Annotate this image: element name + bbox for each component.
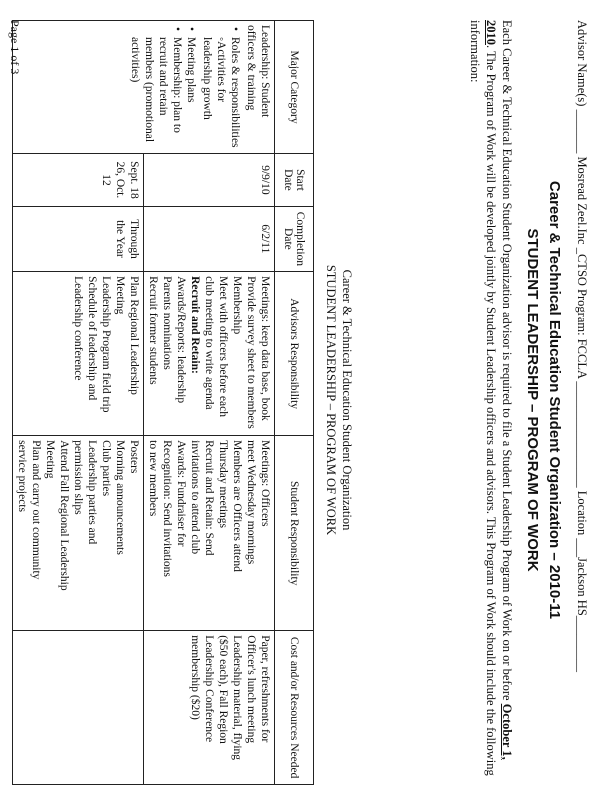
advisor-line: Recruit former students <box>147 276 159 385</box>
advisor-line: Schedule of leadership and <box>86 276 98 401</box>
student-line: Plan and carry out community <box>30 440 42 580</box>
category-cell <box>13 21 275 154</box>
program-title: STUDENT LEADERSHIP – PROGRAM OF WORK <box>524 228 541 572</box>
advisor-line: Membership <box>231 276 243 335</box>
advisor-line: club meeting to write agenda <box>203 276 215 410</box>
category-sub-bullets <box>200 25 228 149</box>
start-date: Sept. 18 <box>128 161 140 199</box>
student-line: service projects <box>16 440 28 512</box>
intro-deadline: October 1, 2010 <box>484 20 514 760</box>
advisor-line: Parents nominations <box>161 276 173 370</box>
student-line: Posters <box>128 440 140 474</box>
advisor-line: Leadership Program field trip <box>100 276 112 413</box>
document-title: Career & Technical Education Student Organization – 2010-11 <box>546 180 563 620</box>
intro-text-before: Each Career & Technical Education Student Organization advisor is required to file a Student Leadership Program of Work on or before <box>500 20 514 704</box>
header-major-category: Major Category <box>275 21 314 154</box>
header-start-date: Start Date <box>275 154 314 207</box>
advisor-header-line: Advisor Name(s) _______ Mosread Zeel.Inc _CTSO Program: FCCLA _________________ Location ___Jackson HS_________ <box>575 20 589 673</box>
advisor-line: Meet with officers before each <box>217 276 229 417</box>
student-line: meet Wednesday mornings <box>245 440 257 565</box>
header-student-responsibility: Student Responsibility <box>275 436 314 631</box>
advisor-line: Meetings: keep data base, book <box>259 276 271 421</box>
student-line: Attend Fall Regional Leadership <box>58 440 70 591</box>
table-subtitle-org: Career & Technical Education Student Organization <box>340 269 354 531</box>
advisor-line: Leadership conference <box>72 276 84 381</box>
list-item-text: Activities for leadership growth <box>201 37 227 120</box>
student-line: Members are Officers attend <box>231 440 243 572</box>
intro-paragraph <box>467 20 515 790</box>
advisor-responsibility-cell <box>144 272 275 436</box>
cost-line: ($50 each), Fall Region <box>217 635 229 744</box>
cost-resources-cell <box>144 631 275 785</box>
completion-date: the Year <box>114 220 126 258</box>
header-advisors-responsibility: Advisors Responsibility <box>275 272 314 436</box>
advisor-line: Meeting <box>114 276 126 315</box>
program-of-work-table <box>12 20 314 785</box>
start-date: 26, Oct. <box>114 161 126 199</box>
student-line: Morning announcements <box>114 440 126 555</box>
list-item: • Membership: plan to recruit and retain members (promotional activities) <box>128 37 184 149</box>
student-line: Recognition: Send invitations <box>161 440 173 577</box>
advisor-line: Awards/Reports: leadership <box>175 276 187 404</box>
start-date-cell <box>13 154 144 207</box>
advisor-line: Recruit and Retain: <box>189 276 201 374</box>
student-line: permission slips <box>72 440 84 515</box>
student-line: invitations to attend club <box>189 440 201 555</box>
table-row <box>144 21 275 785</box>
advisor-line: Plan Regional Leadership <box>128 276 140 395</box>
cost-line: Paper, refreshments for <box>259 635 271 743</box>
completion-date: 6/2/11 <box>259 224 271 254</box>
start-date: 9/9/10 <box>259 165 271 195</box>
student-line: Thursday meetings <box>217 440 229 528</box>
cost-line: Leadership material, flying <box>231 635 243 761</box>
student-line: Leadership parties and <box>86 440 98 545</box>
student-responsibility-cell <box>13 436 144 631</box>
cost-line: Officer's lunch meeting <box>245 635 257 744</box>
category-title: Leadership: Student officers & training <box>245 25 271 118</box>
completion-date-cell <box>144 206 275 271</box>
student-line: Recruit and Retain: Send <box>203 440 215 556</box>
table-header-row <box>275 21 314 785</box>
page-number: Page 1 of 3 <box>8 20 22 75</box>
start-date: 12 <box>100 174 112 186</box>
student-line: Awards: Fundraiser for <box>175 440 187 547</box>
student-responsibility-cell <box>144 436 275 631</box>
completion-date: Through <box>128 219 140 259</box>
completion-date-cell <box>13 206 144 271</box>
list-item: • Meeting plans <box>184 37 198 149</box>
student-line: Club parties <box>100 440 112 497</box>
advisor-line: Provide survey sheet to members <box>245 276 257 429</box>
cost-line: membership ($20) <box>189 635 201 720</box>
cost-line: Leadership Conference <box>203 635 215 743</box>
student-line: Meetings: Officers <box>259 440 271 527</box>
header-completion-date: Completion Date <box>275 206 314 271</box>
start-date-cell <box>144 154 275 207</box>
student-line: to new members <box>147 440 159 517</box>
cost-resources-cell <box>13 631 144 785</box>
list-item: • Roles & responsibilities <box>228 37 242 149</box>
advisor-responsibility-cell <box>13 272 144 436</box>
category-bullets <box>228 25 242 149</box>
student-line: Meeting <box>44 440 56 479</box>
list-item <box>200 37 228 149</box>
header-cost-resources: Cost and/or Resources Needed <box>275 631 314 785</box>
category-bullets-2 <box>128 25 198 149</box>
intro-text-after: . The Program of Work will be developed jointly by Student Leadership officers and advisors. This Program of Work should include the following information: <box>468 20 498 776</box>
table-subtitle-program: STUDENT LEADERSHIP – PROGRAM OF WORK <box>324 264 338 536</box>
